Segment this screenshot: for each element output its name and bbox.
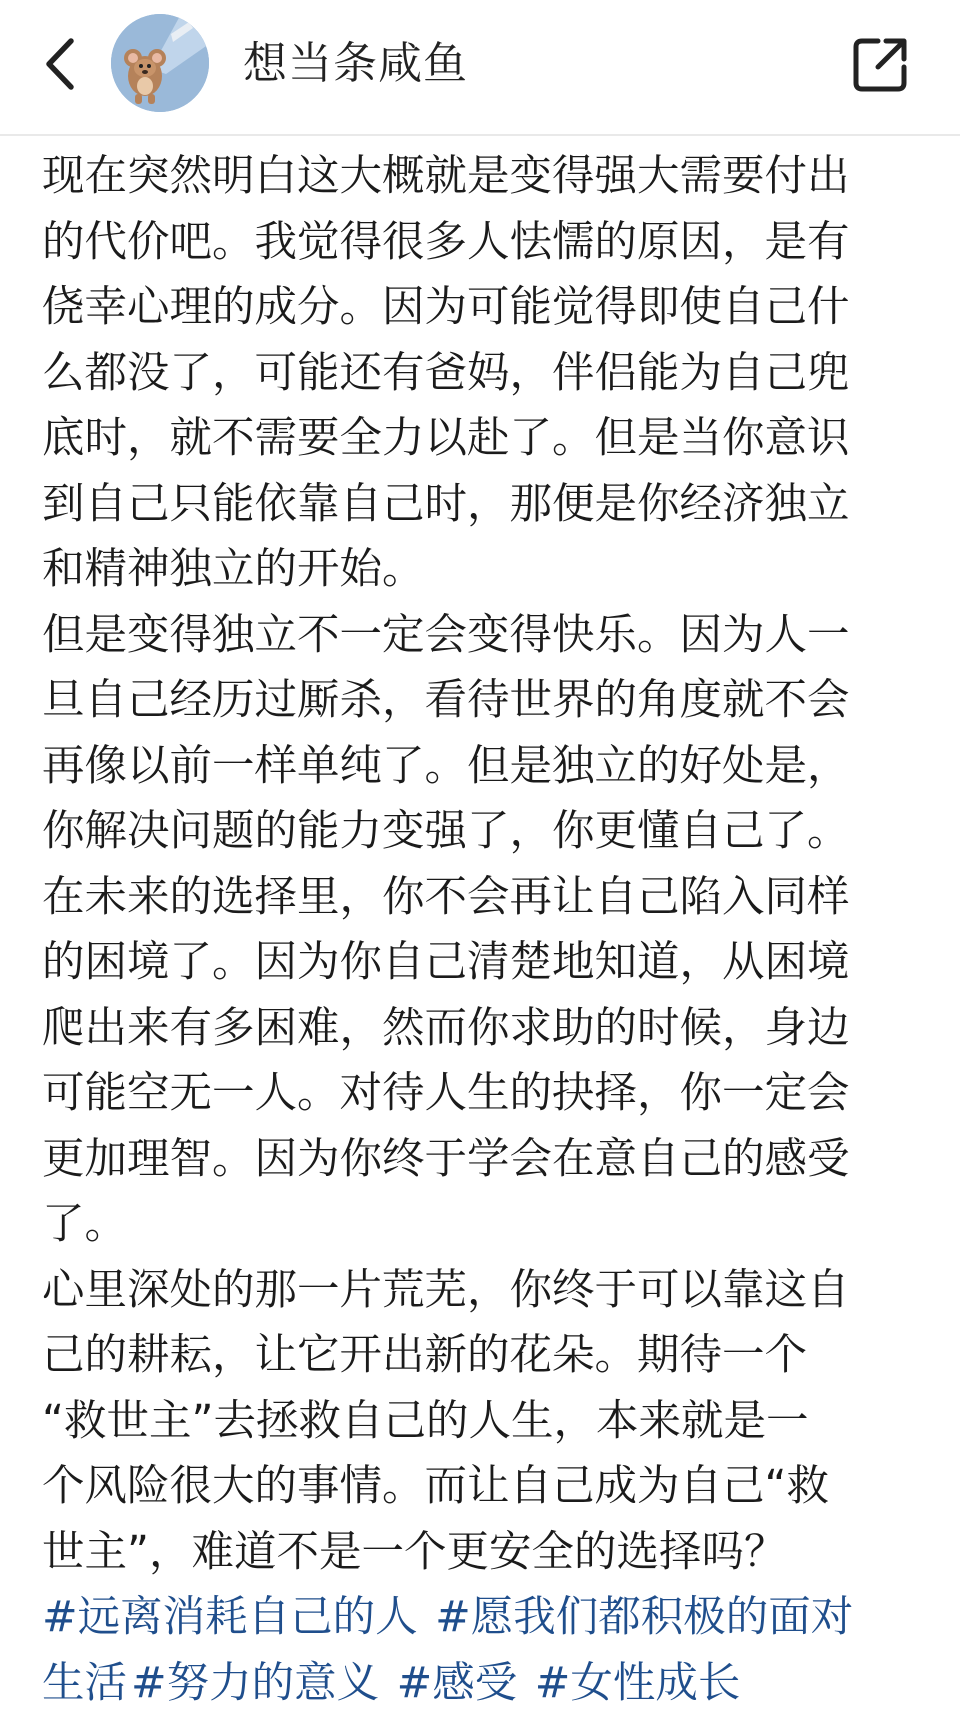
hashtag-row xyxy=(42,1651,920,1716)
paragraph-1 xyxy=(42,144,920,603)
hashtag-row xyxy=(42,1585,920,1651)
cartoon-mouse-avatar-image xyxy=(111,14,209,112)
avatar[interactable] xyxy=(111,14,209,112)
hashtag-link[interactable]: #愿我们都积极的面对 xyxy=(435,1593,853,1642)
text-line: 侥幸心理的成分。因为可能觉得即使自己什 xyxy=(42,275,920,341)
text-line: 可能空无一人。对待人生的抉择，你一定会 xyxy=(42,1061,920,1127)
post-body xyxy=(42,144,920,1716)
text-line: 心里深处的那一片荒芜，你终于可以靠这自 xyxy=(42,1258,920,1324)
text-line: 的困境了。因为你自己清楚地知道，从困境 xyxy=(42,930,920,996)
text-line: 旦自己经历过厮杀，看待世界的角度就不会 xyxy=(42,668,920,734)
text-line: 己的耕耘，让它开出新的花朵。期待一个 xyxy=(42,1323,920,1389)
hashtag-link[interactable]: #感受 xyxy=(397,1659,518,1708)
text-line: 再像以前一样单纯了。但是独立的好处是， xyxy=(42,734,920,800)
hashtag-link[interactable]: #女性成长 xyxy=(535,1659,741,1708)
hashtag-link[interactable]: #努力的意义 xyxy=(131,1659,379,1708)
paragraph-2 xyxy=(42,603,920,1258)
text-line: 到自己只能依靠自己时，那便是你经济独立 xyxy=(42,472,920,538)
text-line: 的代价吧。我觉得很多人怯懦的原因，是有 xyxy=(42,210,920,276)
back-button[interactable] xyxy=(30,30,90,98)
text-line: 但是变得独立不一定会变得快乐。因为人一 xyxy=(42,603,920,669)
text-line: 现在突然明白这大概就是变得强大需要付出 xyxy=(42,144,920,210)
top-bar xyxy=(0,0,960,130)
paragraph-3 xyxy=(42,1258,920,1586)
header-divider xyxy=(0,134,960,136)
text-line: 底时，就不需要全力以赴了。但是当你意识 xyxy=(42,406,920,472)
text-line: 更加理智。因为你终于学会在意自己的感受 xyxy=(42,1127,920,1193)
chevron-left-icon xyxy=(43,37,77,91)
text-line: 你解决问题的能力变强了，你更懂自己了。 xyxy=(42,799,920,865)
text-line: 爬出来有多困难，然而你求助的时候，身边 xyxy=(42,996,920,1062)
text-line: 在未来的选择里，你不会再让自己陷入同样 xyxy=(42,865,920,931)
share-external-icon xyxy=(848,33,912,97)
text-line: “救世主”去拯救自己的人生，本来就是一 xyxy=(42,1389,920,1455)
author-name[interactable]: 想当条咸鱼 xyxy=(243,34,468,94)
text-line: 么都没了，可能还有爸妈，伴侣能为自己兜 xyxy=(42,341,920,407)
text-line: 世主”，难道不是一个更安全的选择吗？ xyxy=(42,1520,920,1586)
hashtag-list xyxy=(42,1585,920,1716)
text-line: 了。 xyxy=(42,1192,920,1258)
text-line: 个风险很大的事情。而让自己成为自己“救 xyxy=(42,1454,920,1520)
share-button[interactable] xyxy=(848,33,912,97)
hashtag-link-continuation[interactable]: 生活 xyxy=(42,1659,127,1708)
text-line: 和精神独立的开始。 xyxy=(42,537,920,603)
hashtag-link[interactable]: #远离消耗自己的人 xyxy=(42,1593,418,1642)
